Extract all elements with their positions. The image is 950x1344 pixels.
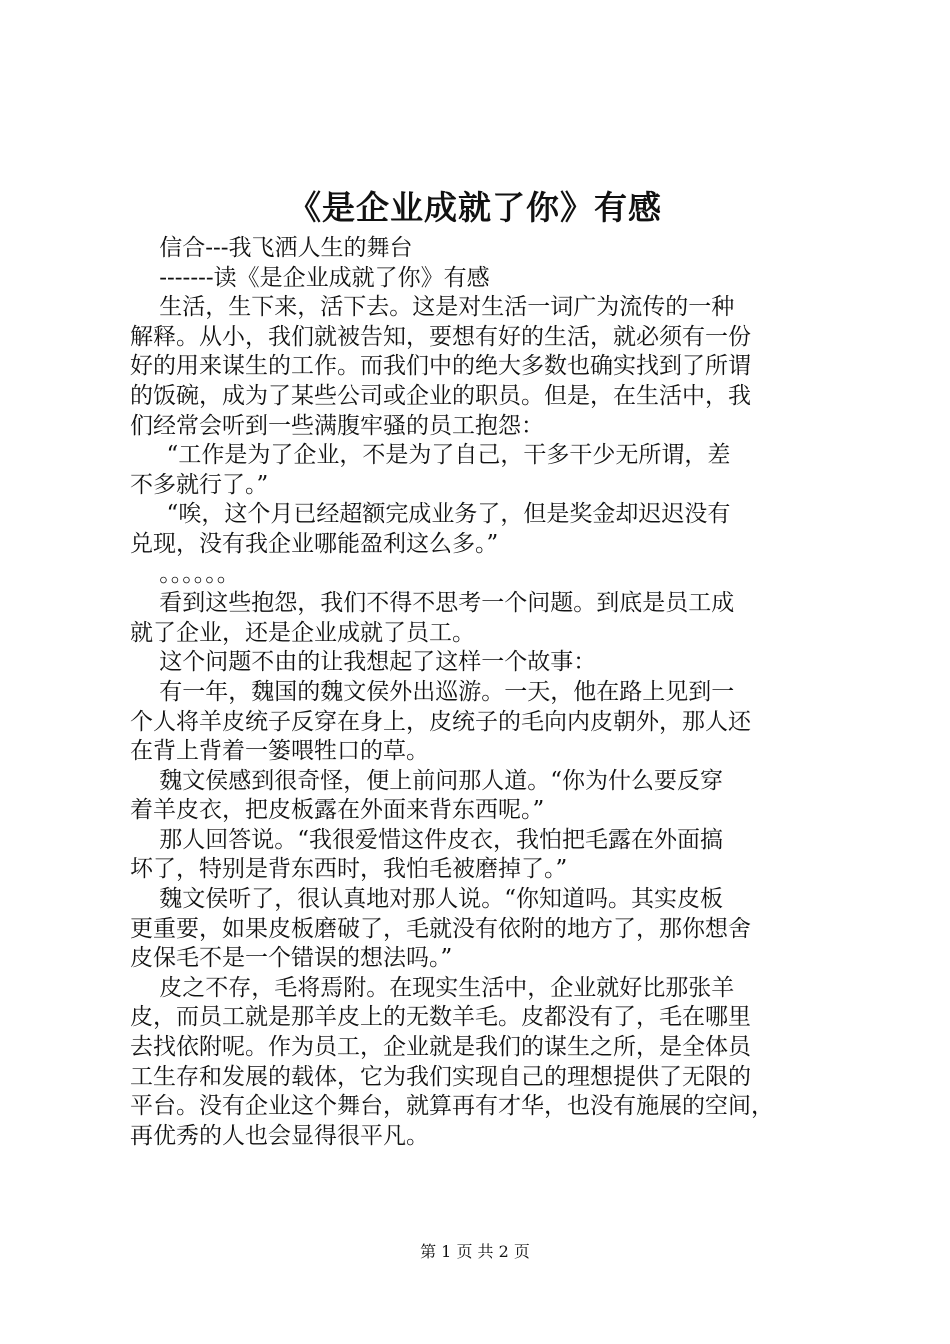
body-text-line: -------读《是企业成就了你》有感 [130,264,490,291]
body-text-line: 好的用来谋生的工作。而我们中的绝大多数也确实找到了所谓 [130,353,751,380]
body-text-line: 在背上背着一篓喂牲口的草。 [130,738,429,765]
document-body [130,234,830,1151]
body-text-line: 们经常会听到一些满腹牢骚的员工抱怨： [130,412,544,439]
body-text-line: 生活，生下来，活下去。这是对生活一词广为流传的一种 [130,294,735,321]
body-text-line: 那人回答说。“我很爱惜这件皮衣，我怕把毛露在外面搞 [130,826,724,853]
body-text-line: 更重要，如果皮板磨破了，毛就没有依附的地方了，那你想舍 [130,915,751,942]
body-text-line: 魏文侯听了，很认真地对那人说。“你知道吗。其实皮板 [130,886,724,913]
body-text-line: 有一年，魏国的魏文侯外出巡游。一天，他在路上见到一 [130,678,735,705]
body-text-line: 兑现，没有我企业哪能盈利这么多。” [130,530,499,557]
body-text-line: 不多就行了。” [130,471,269,498]
body-text-line: 个人将羊皮统子反穿在身上，皮统子的毛向内皮朝外，那人还 [130,708,751,735]
body-text-line: 平台。没有企业这个舞台，就算再有才华，也没有施展的空间， [130,1093,774,1120]
body-text-line: 皮之不存，毛将焉附。在现实生活中，企业就好比那张羊 [130,974,735,1001]
document-title: 《是企业成就了你》有感 [288,188,662,227]
body-text-line: 看到这些抱怨，我们不得不思考一个问题。到底是员工成 [130,590,735,617]
body-text-line: 的饭碗，成为了某些公司或企业的职员。但是，在生活中，我 [130,382,751,409]
body-text-line: 魏文侯感到很奇怪，便上前问那人道。“你为什么要反穿 [130,767,724,794]
body-text-line: 皮，而员工就是那羊皮上的无数羊毛。皮都没有了，毛在哪里 [130,1004,751,1031]
body-text-line: 坏了，特别是背东西时，我怕毛被磨掉了。” [130,856,568,883]
body-text-line: 解释。从小，我们就被告知，要想有好的生活，就必须有一份 [130,323,751,350]
body-text-line: 去找依附呢。作为员工，企业就是我们的谋生之所，是全体员 [130,1034,751,1061]
body-text-line: 就了企业，还是企业成就了员工。 [130,619,475,646]
body-text-line: 着羊皮衣，把皮板露在外面来背东西呢。” [130,797,545,824]
body-text-line: 工生存和发展的载体，它为我们实现自己的理想提供了无限的 [130,1063,751,1090]
body-text-line: “唉，这个月已经超额完成业务了，但是奖金却迟迟没有 [130,501,731,528]
page-footer: 第 1 页 共 2 页 [420,1242,530,1261]
body-text-line: 这个问题不由的让我想起了这样一个故事： [130,649,597,676]
body-text-line: 再优秀的人也会显得很平凡。 [130,1122,429,1149]
body-text-line: 信合---我飞洒人生的舞台 [130,235,413,261]
body-text-line: 皮保毛不是一个错误的想法吗。” [130,945,453,972]
body-text-line: 。。。。。。 [130,560,240,587]
body-text-line: “工作是为了企业，不是为了自己，干多干少无所谓，差 [130,442,731,469]
